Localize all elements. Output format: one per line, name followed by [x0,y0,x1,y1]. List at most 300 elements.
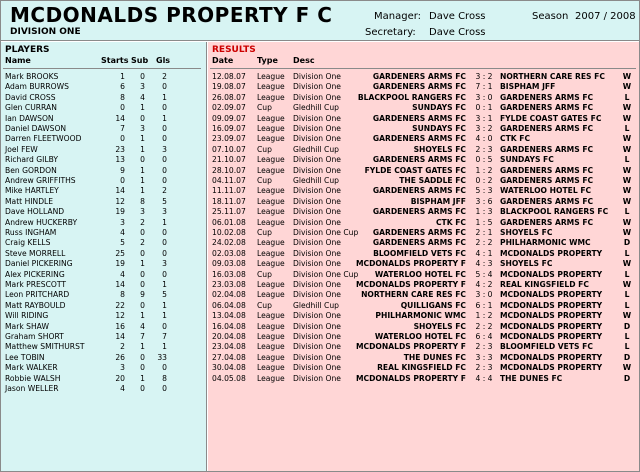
result-outcome: L [624,300,630,310]
player-sub: 1 [140,186,145,196]
player-goals: 2 [162,72,167,81]
player-name: Matthew SMITHURST [5,342,85,352]
player-sub: 0 [140,248,145,258]
player-sub: 0 [140,228,145,237]
player-goals: 1 [162,92,167,102]
result-away-team: MCDONALDS PROPERTY [500,352,603,362]
result-row [208,290,639,300]
result-type: League [257,332,285,341]
player-sub: 3 [140,207,145,217]
result-score: 6 : 1 [475,300,493,310]
result-score: 4 : 2 [475,280,493,289]
result-date: 02.04.08 [212,290,246,300]
player-row [1,124,207,134]
result-type: Cup [257,176,272,185]
result-type: League [257,92,285,102]
player-sub: 7 [140,332,145,341]
result-row [208,186,639,196]
player-sub: 1 [140,342,145,352]
result-outcome: L [624,124,630,133]
col-desc-header: Desc [293,56,315,65]
result-outcome: D [623,373,631,383]
result-home-team: BISPHAM JFF [410,196,466,206]
result-home-team: GARDENERS ARMS FC [372,82,466,92]
result-outcome: L [624,332,630,341]
player-row [1,72,207,82]
result-competition: Division One [293,290,341,300]
season-label: Season [532,11,569,22]
result-outcome: W [622,259,632,269]
player-sub: 1 [140,144,145,154]
result-away-team: GARDENERS ARMS FC [500,165,594,175]
player-starts: 14 [115,332,125,341]
result-away-team: MCDONALDS PROPERTY [500,332,603,341]
player-starts: 25 [115,248,125,258]
results-title: RESULTS [212,45,256,55]
player-row [1,353,207,363]
result-score: 0 : 1 [475,103,493,113]
result-score: 1 : 3 [475,207,493,217]
result-outcome: W [622,196,632,206]
result-score: 0 : 2 [475,176,493,185]
player-name: Matt RAYBOULD [5,300,66,310]
result-home-team: GARDENERS ARMS FC [372,238,466,248]
result-date: 28.10.07 [212,165,246,175]
player-name: Ian DAWSON [5,113,54,123]
player-starts: 5 [120,238,125,248]
player-name: Andrew HUCKERBY [5,217,78,227]
result-competition: Division One [293,207,341,217]
result-outcome: W [622,113,632,123]
result-date: 04.05.08 [212,373,246,383]
result-competition: Division One Cup [293,228,359,237]
player-starts: 13 [115,155,125,165]
result-date: 24.02.08 [212,238,246,248]
result-competition: Division One [293,113,341,123]
result-score: 3 : 1 [475,113,493,123]
result-outcome: D [623,238,631,248]
result-competition: Gledhill Cup [293,300,339,310]
player-starts: 8 [120,290,125,300]
result-outcome: W [622,363,632,373]
player-row [1,186,207,196]
player-goals: 0 [162,134,167,144]
result-away-team: GARDENERS ARMS FC [500,196,594,206]
player-sub: 4 [140,92,145,102]
result-date: 04.11.07 [212,176,246,185]
player-sub: 2 [140,238,145,248]
player-starts: 16 [115,321,125,331]
player-starts: 4 [120,384,125,393]
result-competition: Division One [293,238,341,248]
result-competition: Gledhill Cup [293,103,339,113]
player-row [1,342,207,352]
players-panel [1,42,207,471]
result-home-team: GARDENERS ARMS FC [372,186,466,196]
result-type: League [257,238,285,248]
result-away-team: MCDONALDS PROPERTY [500,363,603,373]
result-score: 1 : 2 [475,311,493,321]
result-away-team: MCDONALDS PROPERTY [500,300,603,310]
result-type: League [257,196,285,206]
result-outcome: W [622,165,632,175]
result-away-team: GARDENERS ARMS FC [500,176,594,185]
player-name: Craig KELLS [5,238,51,248]
result-type: League [257,311,285,321]
player-starts: 0 [120,103,125,113]
result-away-team: SHOYELS FC [500,228,553,237]
result-outcome: W [622,144,632,154]
division-label: DIVISION ONE [10,27,81,37]
result-date: 25.11.07 [212,207,246,217]
result-row [208,207,639,217]
result-score: 7 : 1 [475,82,493,92]
result-type: League [257,363,285,373]
result-score: 3 : 6 [475,196,493,206]
result-row [208,93,639,103]
result-type: League [257,207,285,217]
result-home-team: BLOOMFIELD VETS FC [373,248,466,258]
player-sub: 9 [140,290,145,300]
result-score: 3 : 3 [475,352,493,362]
player-name: Alex PICKERING [5,269,65,279]
result-outcome: L [624,92,630,102]
result-away-team: BLOOMFIELD VETS FC [500,342,593,352]
player-row [1,176,207,186]
player-goals: 0 [162,248,167,258]
player-row [1,228,207,238]
player-row [1,197,207,207]
player-goals: 33 [157,352,167,362]
result-score: 4 : 3 [475,259,493,269]
result-outcome: W [622,311,632,321]
result-date: 09.03.08 [212,259,246,269]
result-outcome: W [622,72,632,81]
player-starts: 9 [120,165,125,175]
result-row [208,155,639,165]
player-sub: 8 [140,196,145,206]
result-competition: Division One [293,155,341,165]
player-name: Glen CURRAN [5,103,57,113]
col-starts-header: Starts [101,56,129,65]
player-starts: 12 [115,311,125,321]
result-row [208,197,639,207]
result-outcome: W [622,217,632,227]
player-starts: 14 [115,280,125,289]
player-row [1,249,207,259]
result-home-team: NORTHERN CARE RES FC [361,290,466,300]
result-competition: Division One [293,280,341,289]
player-goals: 1 [162,300,167,310]
result-row [208,332,639,342]
result-away-team: MCDONALDS PROPERTY [500,269,603,279]
result-score: 6 : 4 [475,332,493,341]
result-date: 12.08.07 [212,72,246,81]
player-starts: 23 [115,144,125,154]
result-row [208,145,639,155]
header [1,1,639,41]
result-score: 3 : 0 [475,290,493,300]
result-score: 3 : 2 [475,72,493,81]
player-name: Lee TOBIN [5,352,45,362]
player-name: Mark BROOKS [5,72,59,81]
result-type: Cup [257,228,272,237]
result-row [208,72,639,82]
result-date: 23.09.07 [212,134,246,144]
player-name: Daniel PICKERING [5,259,73,269]
player-name: Richard GILBY [5,155,59,165]
result-home-team: FYLDE COAST GATES FC [364,165,466,175]
player-sub: 0 [140,384,145,393]
player-row [1,93,207,103]
player-starts: 4 [120,228,125,237]
result-competition: Gledhill Cup [293,144,339,154]
result-type: League [257,342,285,352]
player-sub: 1 [140,373,145,383]
player-starts: 19 [115,207,125,217]
col-name-header: Name [5,56,31,65]
result-away-team: SUNDAYS FC [500,155,554,165]
result-row [208,176,639,186]
result-type: League [257,186,285,196]
result-type: League [257,373,285,383]
result-date: 10.02.08 [212,228,246,237]
player-goals: 0 [162,228,167,237]
result-home-team: CTK FC [435,217,466,227]
result-outcome: W [622,103,632,113]
result-date: 02.09.07 [212,103,246,113]
result-row [208,342,639,352]
player-goals: 0 [162,269,167,279]
result-home-team: WATERLOO HOTEL FC [374,332,466,341]
result-home-team: GARDENERS ARMS FC [372,228,466,237]
player-name: Andrew GRIFFITHS [5,176,76,185]
result-away-team: MCDONALDS PROPERTY [500,290,603,300]
players-divider [3,68,201,69]
player-row [1,82,207,92]
result-date: 07.10.07 [212,144,246,154]
result-away-team: GARDENERS ARMS FC [500,144,594,154]
player-name: Adam BURROWS [5,82,69,92]
player-goals: 1 [162,342,167,352]
result-outcome: W [622,134,632,144]
result-away-team: THE DUNES FC [500,373,563,383]
result-outcome: L [624,269,630,279]
season-value: 2007 / 2008 [575,11,636,22]
player-row [1,259,207,269]
result-competition: Division One [293,342,341,352]
result-type: League [257,82,285,92]
players-title: PLAYERS [5,45,50,55]
player-sub: 0 [140,113,145,123]
player-starts: 26 [115,352,125,362]
result-type: Cup [257,144,272,154]
result-score: 2 : 3 [475,342,493,352]
result-away-team: MCDONALDS PROPERTY [500,311,603,321]
result-home-team: THE DUNES FC [403,352,466,362]
player-goals: 3 [162,259,167,269]
result-type: Cup [257,300,272,310]
result-score: 2 : 1 [475,228,493,237]
result-competition: Division One [293,352,341,362]
result-date: 23.03.08 [212,280,246,289]
player-starts: 20 [115,373,125,383]
result-home-team: GARDENERS ARMS FC [372,155,466,165]
result-away-team: NORTHERN CARE RES FC [500,72,605,81]
result-score: 4 : 4 [475,373,493,383]
result-row [208,249,639,259]
player-goals: 0 [162,384,167,393]
result-competition: Division One [293,311,341,321]
player-row [1,301,207,311]
result-outcome: D [623,321,631,331]
result-home-team: SUNDAYS FC [412,103,466,113]
player-name: Will RIDING [5,311,49,321]
player-goals: 0 [162,124,167,133]
player-goals: 0 [162,238,167,248]
result-outcome: W [622,176,632,185]
player-name: Russ INGHAM [5,228,57,237]
player-starts: 4 [120,269,125,279]
player-starts: 14 [115,113,125,123]
result-row [208,228,639,238]
result-competition: Division One [293,134,341,144]
result-score: 5 : 4 [475,269,493,279]
player-name: Steve MORRELL [5,248,66,258]
result-type: League [257,134,285,144]
col-type-header: Type [257,56,278,65]
result-away-team: BLACKPOOL RANGERS FC [500,207,609,217]
result-away-team: SHOYELS FC [500,259,553,269]
result-competition: Division One [293,165,341,175]
player-sub: 4 [140,321,145,331]
player-goals: 1 [162,217,167,227]
player-goals: 0 [162,82,167,92]
result-date: 13.04.08 [212,311,246,321]
result-competition: Division One [293,92,341,102]
result-outcome: W [622,280,632,289]
player-row [1,384,207,394]
result-type: League [257,352,285,362]
player-sub: 1 [140,134,145,144]
result-date: 16.03.08 [212,269,246,279]
result-home-team: PHILHARMONIC WMC [375,311,466,321]
player-sub: 3 [140,82,145,92]
player-goals: 0 [162,363,167,373]
result-competition: Gledhill Cup [293,176,339,185]
result-type: League [257,113,285,123]
player-row [1,114,207,124]
result-type: League [257,72,285,81]
player-row [1,166,207,176]
result-date: 19.08.07 [212,82,246,92]
result-row [208,301,639,311]
result-outcome: L [624,248,630,258]
result-row [208,238,639,248]
player-sub: 3 [140,124,145,133]
result-type: League [257,155,285,165]
player-goals: 5 [162,196,167,206]
result-home-team: BLACKPOOL RANGERS FC [357,92,466,102]
player-row [1,270,207,280]
result-home-team: MCDONALDS PROPERTY F [355,373,466,383]
result-date: 20.04.08 [212,332,246,341]
result-competition: Division One [293,373,341,383]
player-row [1,290,207,300]
result-type: League [257,165,285,175]
result-outcome: W [622,186,632,196]
player-name: Leon PRITCHARD [5,290,70,300]
result-row [208,166,639,176]
player-goals: 7 [162,332,167,341]
result-row [208,124,639,134]
result-type: League [257,248,285,258]
result-competition: Division One Cup [293,269,359,279]
player-sub: 0 [140,269,145,279]
player-starts: 6 [120,82,125,92]
result-home-team: THE SADDLE FC [399,176,466,185]
result-score: 5 : 3 [475,186,493,196]
result-type: Cup [257,269,272,279]
result-date: 09.09.07 [212,113,246,123]
player-starts: 0 [120,176,125,185]
result-type: League [257,321,285,331]
player-name: Robbie WALSH [5,373,61,383]
result-date: 30.04.08 [212,363,246,373]
result-outcome: L [624,342,630,352]
player-name: Graham SHORT [5,332,64,341]
result-date: 26.08.07 [212,92,246,102]
result-home-team: MCDONALDS PROPERTY F [355,280,466,289]
result-row [208,114,639,124]
player-row [1,155,207,165]
result-home-team: GARDENERS ARMS FC [372,113,466,123]
player-goals: 3 [162,144,167,154]
result-away-team: WATERLOO HOTEL FC [500,186,592,196]
result-away-team: BISPHAM JFF [500,82,556,92]
player-goals: 1 [162,280,167,289]
player-name: Dave HOLLAND [5,207,65,217]
player-goals: 5 [162,290,167,300]
player-name: Mike HARTLEY [5,186,59,196]
result-home-team: SUNDAYS FC [412,124,466,133]
player-starts: 22 [115,300,125,310]
player-sub: 1 [140,103,145,113]
result-date: 21.10.07 [212,155,246,165]
result-home-team: REAL KINGSFIELD FC [377,363,466,373]
player-starts: 2 [120,342,125,352]
result-competition: Division One [293,248,341,258]
player-row [1,134,207,144]
secretary-name: Dave Cross [429,27,486,38]
result-outcome: W [622,228,632,237]
club-title: MCDONALDS PROPERTY F C [10,3,333,27]
result-home-team: GARDENERS ARMS FC [372,134,466,144]
player-row [1,363,207,373]
player-starts: 14 [115,186,125,196]
col-gls-header: Gls [156,56,171,65]
result-home-team: SHOYELS FC [413,321,466,331]
player-goals: 2 [162,186,167,196]
result-date: 23.04.08 [212,342,246,352]
manager-label: Manager: [374,11,422,22]
player-row [1,238,207,248]
result-type: League [257,290,285,300]
result-type: League [257,124,285,133]
result-home-team: SHOYELS FC [413,144,466,154]
player-goals: 0 [162,321,167,331]
result-away-team: MCDONALDS PROPERTY [500,248,603,258]
